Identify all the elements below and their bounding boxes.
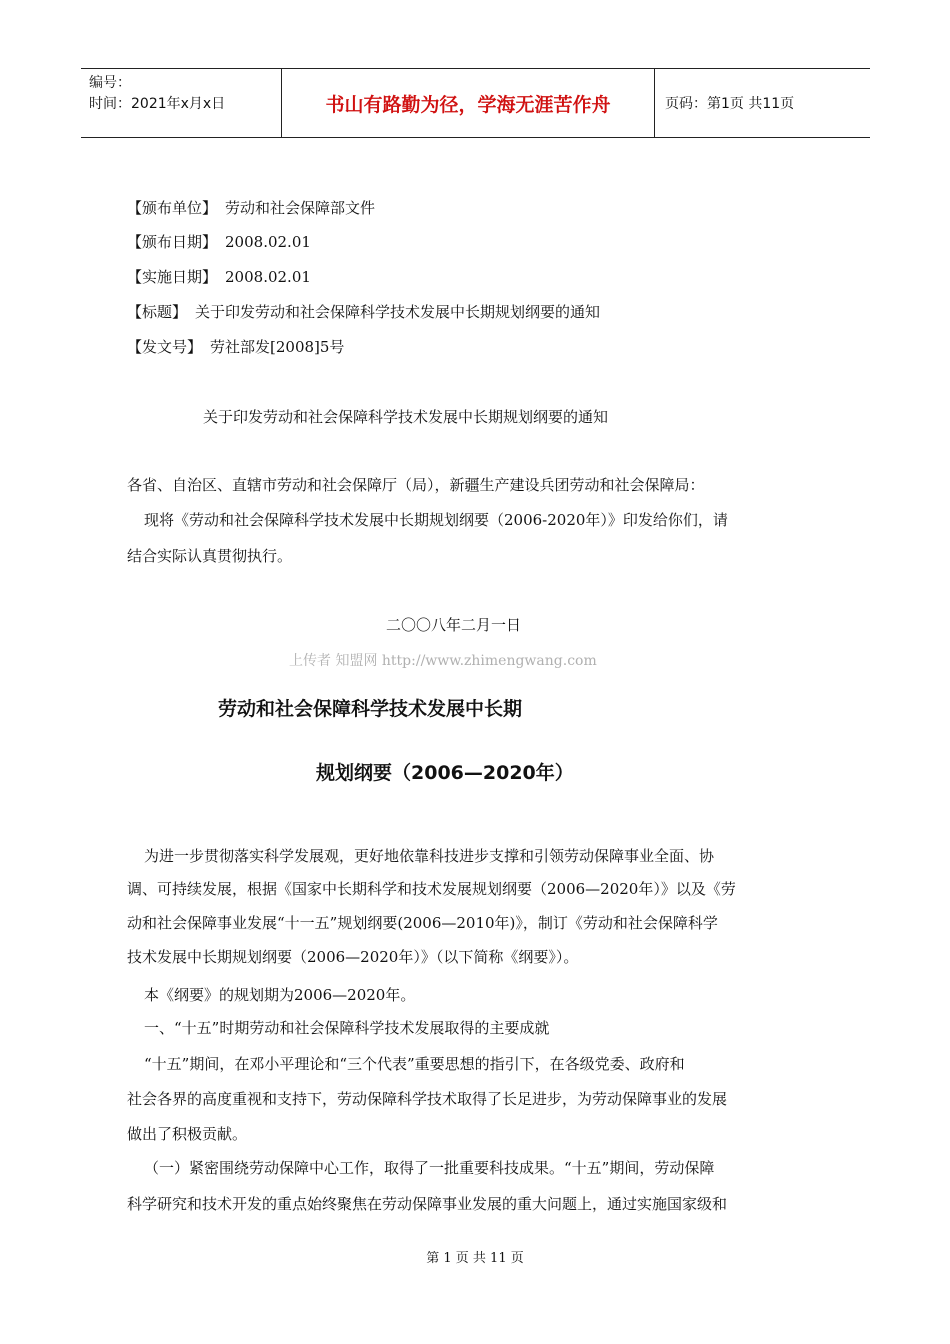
body-line: 科学研究和技术开发的重点始终聚焦在劳动保障事业发展的重大问题上，通过实施国家级和 xyxy=(127,1195,728,1213)
body-line: 社会各界的高度重视和支持下，劳动保障科学技术取得了长足进步，为劳动保障事业的发展 xyxy=(127,1090,728,1108)
meta-value: 劳动和社会保障部文件 xyxy=(225,199,376,217)
number-label: 编号： xyxy=(89,75,131,91)
body-line: 为进一步贯彻落实科学发展观，更好地依靠科技进步支撑和引领劳动保障事业全面、协 xyxy=(144,847,715,865)
meta-effective-date xyxy=(127,266,311,287)
meta-issuer xyxy=(127,197,375,218)
time-label: 时间：2021年x月x日 xyxy=(89,96,226,112)
meta-issue-date xyxy=(127,231,311,252)
watermark: 上传者 知盟网 http://www.zhimengwang.com xyxy=(289,653,597,669)
meta-label: 【标题】 xyxy=(127,303,188,321)
notice-body-line: 现将《劳动和社会保障科学技术发展中长期规划纲要（2006-2020年）》印发给你们，请 xyxy=(144,511,728,529)
page-footer: 第 1 页 共 11 页 xyxy=(426,1251,524,1266)
doc-title-line-2: 规划纲要（2006—2020年） xyxy=(316,762,574,784)
body-line: 技术发展中长期规划纲要（2006—2020年）》（以下简称《纲要》）。 xyxy=(127,948,579,966)
body-line: 做出了积极贡献。 xyxy=(127,1125,248,1143)
motto: 书山有路勤为径，学海无涯苦作舟 xyxy=(325,93,611,116)
meta-value: 劳社部发[2008]5号 xyxy=(210,338,345,356)
notice-title: 关于印发劳动和社会保障科学技术发展中长期规划纲要的通知 xyxy=(203,408,609,426)
meta-label: 【颁布单位】 xyxy=(127,199,218,217)
body-line: 调、可持续发展，根据《国家中长期科学和技术发展规划纲要（2006—2020年）》以及《劳 xyxy=(127,880,736,898)
page-header xyxy=(81,68,870,138)
meta-label: 【发文号】 xyxy=(127,338,203,356)
page-info: 页码：第1页 共11页 xyxy=(665,96,795,112)
meta-title xyxy=(127,301,600,322)
meta-value: 2008.02.01 xyxy=(225,268,311,286)
meta-value: 2008.02.01 xyxy=(225,233,311,251)
notice-body-line: 结合实际认真贯彻执行。 xyxy=(127,547,293,565)
addressee: 各省、自治区、直辖市劳动和社会保障厅（局），新疆生产建设兵团劳动和社会保障局： xyxy=(127,476,705,494)
body-line: （一）紧密围绕劳动保障中心工作，取得了一批重要科技成果。“十五”期间，劳动保障 xyxy=(144,1159,715,1177)
body-line: 本《纲要》的规划期为2006—2020年。 xyxy=(144,986,416,1004)
body-line: “十五”期间，在邓小平理论和“三个代表”重要思想的指引下，在各级党委、政府和 xyxy=(144,1055,685,1073)
meta-label: 【颁布日期】 xyxy=(127,233,218,251)
body-line: 动和社会保障事业发展“十一五”规划纲要(2006—2010年)》，制订《劳动和社会保障科学 xyxy=(127,914,718,932)
meta-value: 关于印发劳动和社会保障科学技术发展中长期规划纲要的通知 xyxy=(195,303,601,321)
header-page-cell xyxy=(655,69,870,137)
header-motto-cell xyxy=(282,69,655,137)
doc-title-line-1: 劳动和社会保障科学技术发展中长期 xyxy=(218,698,523,720)
meta-doc-number xyxy=(127,336,344,357)
issue-date: 二〇〇八年二月一日 xyxy=(386,616,522,634)
header-info-cell xyxy=(81,69,282,137)
section-heading: 一、“十五”时期劳动和社会保障科学技术发展取得的主要成就 xyxy=(144,1019,550,1037)
meta-label: 【实施日期】 xyxy=(127,268,218,286)
